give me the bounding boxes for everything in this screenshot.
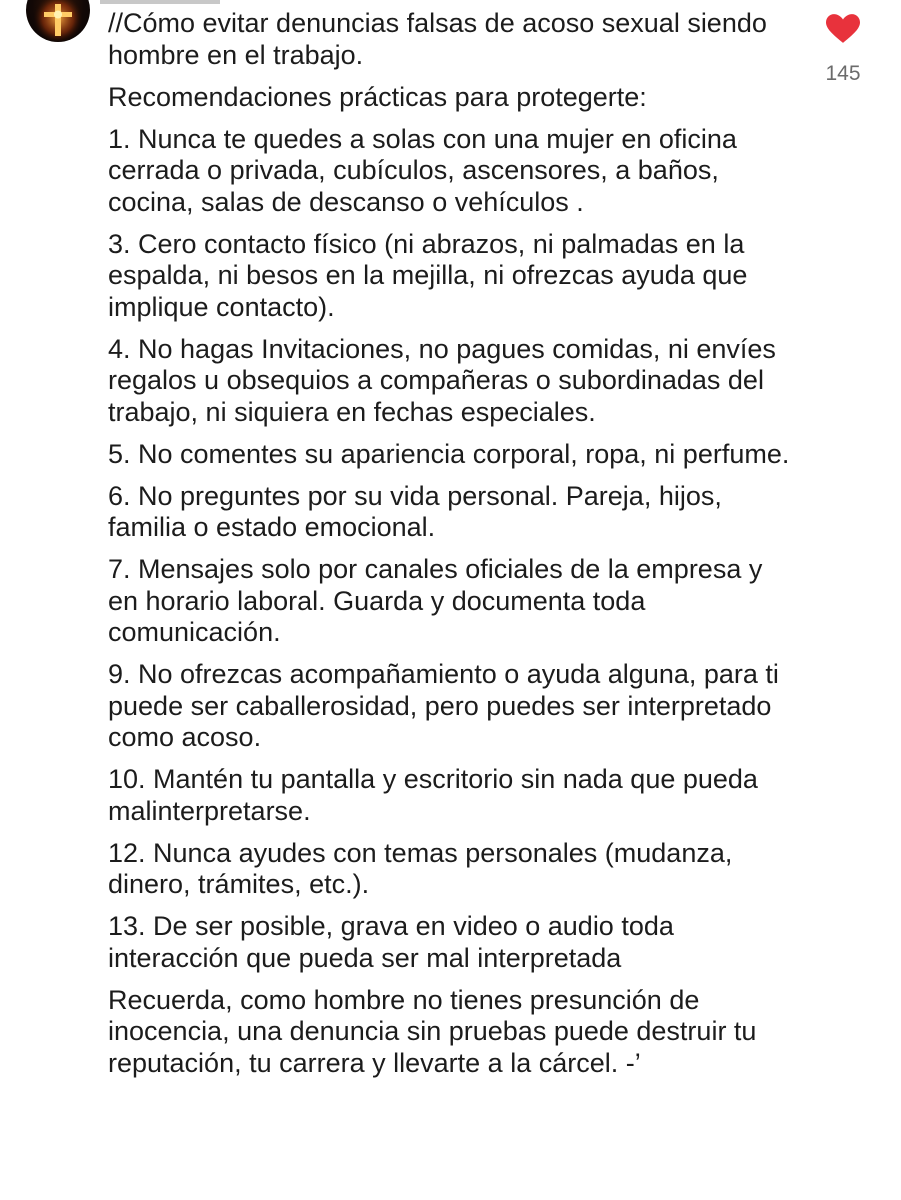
avatar[interactable] (26, 0, 90, 42)
previous-content-edge (100, 0, 220, 4)
recommendation-item: 5. No comentes su apariencia corporal, ropa, ni perfume. (108, 438, 790, 469)
cross-avatar-icon (26, 0, 90, 42)
comment-conclusion: Recuerda, como hombre no tienes presunción de inocencia, una denuncia sin pruebas puede destruir tu reputación, tu carrera y llevarte a la cárcel. -’ (108, 984, 757, 1078)
like-count: 145 (825, 62, 861, 85)
recommendation-item: 7. Mensajes solo por canales oficiales de la empresa y en horario laboral. Guarda y documenta toda comunicación. (108, 554, 763, 647)
recommendation-item: 9. No ofrezcas acompañamiento o ayuda alguna, para ti puede ser caballerosidad, pero puedes ser interpretado como acoso. (108, 659, 779, 752)
heart-icon[interactable] (826, 14, 860, 44)
like-control (818, 10, 868, 86)
recommendation-item: 4. No hagas Invitaciones, no pagues comidas, ni envíes regalos u obsequios a compañeras o subordinadas del trabajo, ni siquiera en fechas especiales. (108, 333, 776, 427)
comment-intro: Recomendaciones prácticas para protegerte: (108, 81, 647, 112)
recommendation-item: 10. Mantén tu pantalla y escritorio sin nada que pueda malinterpretarse. (108, 764, 758, 826)
comment-title: //Cómo evitar denuncias falsas de acoso sexual siendo hombre en el trabajo. (108, 8, 767, 70)
comment-text (108, 8, 798, 1090)
recommendation-item: 3. Cero contacto físico (ni abrazos, ni palmadas en la espalda, ni besos en la mejilla, ni ofrezcas ayuda que implique contacto). (108, 228, 748, 322)
recommendation-item: 12. Nunca ayudes con temas personales (mudanza, dinero, trámites, etc.). (108, 837, 733, 899)
recommendation-item: 6. No preguntes por su vida personal. Pareja, hijos, familia o estado emocional. (108, 480, 722, 542)
recommendation-item: 13. De ser posible, grava en video o audio toda interacción que pueda ser mal interpretada (108, 911, 674, 973)
recommendation-item: 1. Nunca te quedes a solas con una mujer en oficina cerrada o privada, cubículos, ascensores, a baños, cocina, salas de descanso o vehículos . (108, 123, 737, 217)
